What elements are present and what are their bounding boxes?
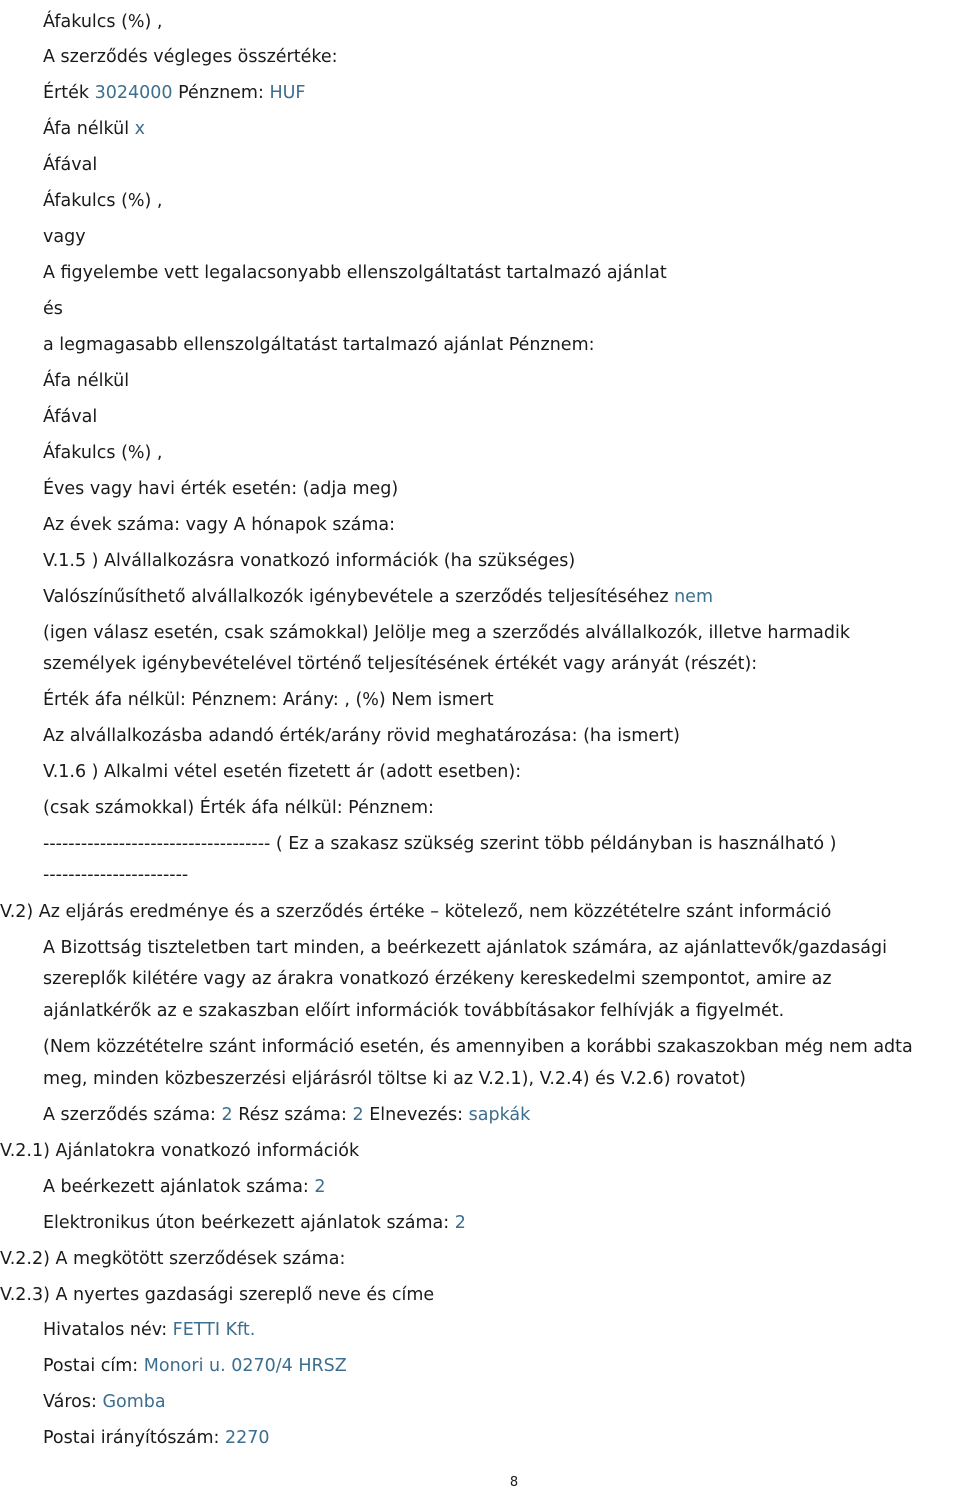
text-line bbox=[43, 724, 680, 748]
text-line bbox=[43, 117, 145, 141]
text-line bbox=[43, 999, 784, 1023]
text-line bbox=[43, 477, 398, 501]
text-line bbox=[43, 1390, 166, 1414]
field-value: HUF bbox=[269, 83, 306, 103]
field-label: A figyelembe vett legalacsonyabb ellenszolgáltatást tartalmazó ajánlat bbox=[43, 263, 667, 283]
text-line bbox=[43, 1067, 746, 1091]
field-label: vagy bbox=[43, 227, 86, 247]
text-line bbox=[43, 1103, 530, 1127]
field-value: 3024000 bbox=[94, 83, 173, 103]
field-value: x bbox=[134, 119, 145, 139]
text-line bbox=[43, 1175, 326, 1199]
field-label: A Bizottság tiszteletben tart minden, a beérkezett ajánlatok számára, az ajánlattevők/gazdasági bbox=[43, 938, 887, 958]
text-line bbox=[43, 297, 63, 321]
field-label: ----------------------- bbox=[43, 865, 189, 885]
text-line bbox=[43, 760, 521, 784]
field-value: FETTI Kft. bbox=[172, 1320, 256, 1340]
text-line bbox=[43, 1035, 913, 1059]
field-value: sapkák bbox=[468, 1105, 531, 1125]
field-label: V.1.6 ) Alkalmi vétel esetén fizetett ár (adott esetben): bbox=[43, 762, 522, 782]
text-line bbox=[43, 1354, 347, 1378]
text-line bbox=[43, 333, 595, 357]
field-label: Pénznem: bbox=[172, 83, 270, 103]
field-label: szereplők kilétére vagy az árakra vonatkozó érzékeny kereskedelmi szempontot, amire az bbox=[43, 969, 832, 989]
field-label: V.2.1) Ajánlatokra vonatkozó információk bbox=[0, 1141, 360, 1161]
field-label: Postai irányítószám: bbox=[43, 1428, 225, 1448]
field-label: Áfakulcs (%) , bbox=[43, 443, 163, 463]
text-line bbox=[43, 652, 757, 676]
field-label: V.2) Az eljárás eredménye és a szerződés értéke – kötelező, nem közzétételre szánt információ bbox=[0, 902, 832, 922]
field-label: Postai cím: bbox=[43, 1356, 144, 1376]
text-line bbox=[43, 796, 434, 820]
text-line bbox=[43, 513, 395, 537]
text-line bbox=[43, 369, 129, 393]
text-line bbox=[43, 621, 850, 645]
field-label: és bbox=[43, 299, 63, 319]
text-line bbox=[43, 45, 338, 69]
field-label: Valószínűsíthető alvállalkozók igénybevétele a szerződés teljesítéséhez bbox=[43, 587, 675, 607]
field-label: Áfa nélkül bbox=[43, 371, 130, 391]
text-line bbox=[43, 832, 837, 856]
text-line bbox=[43, 967, 832, 991]
field-label: A szerződés száma: bbox=[43, 1105, 222, 1125]
text-line bbox=[43, 441, 163, 465]
field-label: Az alvállalkozásba adandó érték/arány rövid meghatározása: (ha ismert) bbox=[43, 726, 680, 746]
field-label: Éves vagy havi érték esetén: (adja meg) bbox=[43, 479, 399, 499]
field-label: Áfa nélkül bbox=[43, 119, 135, 139]
field-label: A szerződés végleges összértéke: bbox=[43, 47, 338, 67]
field-label: meg, minden közbeszerzési eljárásról töltse ki az V.2.1), V.2.4) és V.2.6) rovatot) bbox=[43, 1069, 746, 1089]
page-number: 8 bbox=[509, 1475, 519, 1490]
text-line bbox=[43, 1426, 270, 1450]
field-label: (Nem közzétételre szánt információ esetén, és amennyiben a korábbi szakaszokban még nem adta bbox=[43, 1037, 913, 1057]
text-line bbox=[43, 153, 97, 177]
field-value: Monori u. 0270/4 HRSZ bbox=[143, 1356, 347, 1376]
field-label: Az évek száma: vagy A hónapok száma: bbox=[43, 515, 396, 535]
text-line bbox=[43, 261, 667, 285]
text-line bbox=[43, 863, 188, 887]
field-value: Gomba bbox=[102, 1392, 166, 1412]
field-value: 2 bbox=[221, 1105, 233, 1125]
text-line bbox=[43, 585, 713, 609]
text-line bbox=[43, 1318, 255, 1342]
field-value: nem bbox=[674, 587, 713, 607]
field-label: személyek igénybevételével történő teljesítésének értékét vagy arányát (részét): bbox=[43, 654, 758, 674]
text-line bbox=[43, 549, 575, 573]
field-label: (csak számokkal) Érték áfa nélkül: Pénznem: bbox=[43, 798, 434, 818]
field-value: 2 bbox=[314, 1177, 326, 1197]
field-label: Város: bbox=[43, 1392, 103, 1412]
field-label: Érték bbox=[43, 83, 95, 103]
field-label: Rész száma: bbox=[232, 1105, 353, 1125]
text-line bbox=[43, 189, 163, 213]
field-label: Áfakulcs (%) , bbox=[43, 12, 163, 32]
field-label: V.2.3) A nyertes gazdasági szereplő neve és címe bbox=[0, 1285, 435, 1305]
text-line bbox=[0, 1283, 434, 1307]
text-line bbox=[43, 225, 86, 249]
field-label: Áfával bbox=[43, 407, 98, 427]
field-label: Hivatalos név: bbox=[43, 1320, 173, 1340]
text-line bbox=[43, 936, 887, 960]
field-value: 2270 bbox=[224, 1428, 270, 1448]
field-label: Elnevezés: bbox=[363, 1105, 469, 1125]
text-line bbox=[0, 1139, 359, 1163]
field-value: 2 bbox=[454, 1213, 466, 1233]
text-line bbox=[43, 688, 494, 712]
field-label: A beérkezett ajánlatok száma: bbox=[43, 1177, 315, 1197]
text-line bbox=[0, 900, 831, 924]
field-value: 2 bbox=[352, 1105, 364, 1125]
field-label: Áfával bbox=[43, 155, 98, 175]
field-label: ajánlatkérők az e szakaszban előírt információk továbbításakor felhívják a figyelmét. bbox=[43, 1001, 785, 1021]
field-label: Érték áfa nélkül: Pénznem: Arány: , (%) Nem ismert bbox=[43, 690, 494, 710]
field-label: Áfakulcs (%) , bbox=[43, 191, 163, 211]
field-label: a legmagasabb ellenszolgáltatást tartalmazó ajánlat Pénznem: bbox=[43, 335, 595, 355]
text-line bbox=[43, 405, 97, 429]
text-line bbox=[43, 10, 163, 34]
field-label: V.1.5 ) Alvállalkozásra vonatkozó információk (ha szükséges) bbox=[43, 551, 576, 571]
field-label: ------------------------------------ ( Ez a szakasz szükség szerint több példányban is használható ) bbox=[43, 834, 837, 854]
text-line bbox=[43, 1211, 466, 1235]
text-line bbox=[0, 1247, 345, 1271]
field-label: Elektronikus úton beérkezett ajánlatok száma: bbox=[43, 1213, 455, 1233]
field-label: V.2.2) A megkötött szerződések száma: bbox=[0, 1249, 346, 1269]
text-line bbox=[43, 81, 305, 105]
field-label: (igen válasz esetén, csak számokkal) Jelölje meg a szerződés alvállalkozók, illetve harmadik bbox=[43, 623, 850, 643]
